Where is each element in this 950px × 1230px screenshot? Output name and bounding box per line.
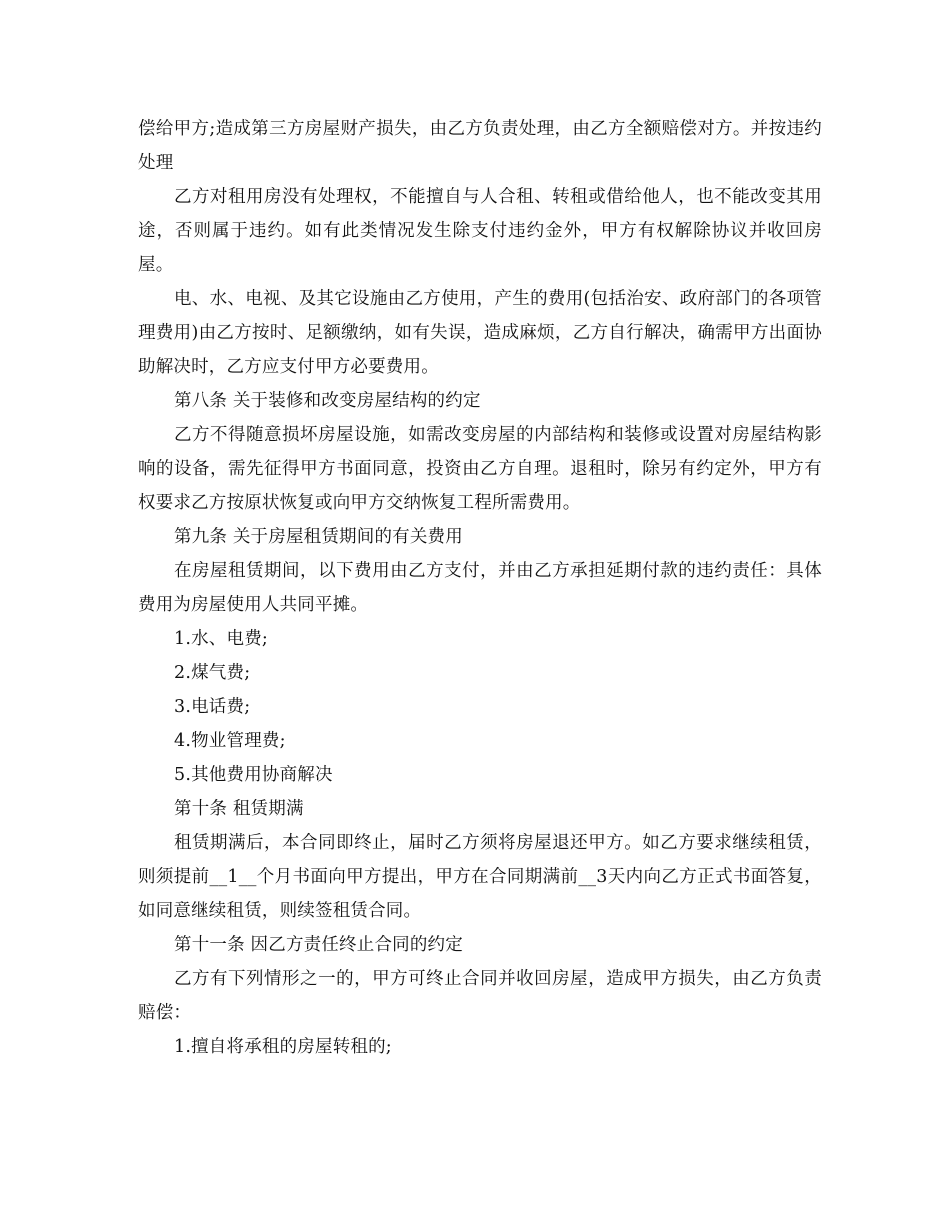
document-body <box>138 112 822 1064</box>
paragraph-renovation: 乙方不得随意损坏房屋设施，如需改变房屋的内部结构和装修或设置对房屋结构影响的设备，需先征得甲方书面同意，投资由乙方自理。退租时，除另有约定外，甲方有权要求乙方按原状恢复或向甲方交纳恢复工程所需费用。 <box>138 425 822 513</box>
list-item: 1.水、电费; <box>174 629 268 649</box>
article-11-heading: 第十一条 因乙方责任终止合同的约定 <box>174 935 463 955</box>
list-item: 3.电话费; <box>174 697 251 717</box>
article-9-heading: 第九条 关于房屋租赁期间的有关费用 <box>174 527 463 547</box>
paragraph-termination: 乙方有下列情形之一的，甲方可终止合同并收回房屋，造成甲方损失，由乙方负责赔偿： <box>138 969 822 1023</box>
list-item: 5.其他费用协商解决 <box>174 765 333 785</box>
article-10-heading: 第十条 租赁期满 <box>174 799 304 819</box>
paragraph-disposal-rights: 乙方对租用房没有处理权，不能擅自与人合租、转租或借给他人，也不能改变其用途，否则属于违约。如有此类情况发生除支付违约金外，甲方有权解除协议并收回房屋。 <box>138 187 822 275</box>
paragraph-fees: 在房屋租赁期间，以下费用由乙方支付，并由乙方承担延期付款的违约责任：具体费用为房屋使用人共同平摊。 <box>138 561 822 615</box>
paragraph-continuation: 偿给甲方;造成第三方房屋财产损失，由乙方负责处理，由乙方全额赔偿对方。并按违约处理 <box>138 119 822 173</box>
paragraph-utilities: 电、水、电视、及其它设施由乙方使用，产生的费用(包括治安、政府部门的各项管理费用)由乙方按时、足额缴纳，如有失误，造成麻烦，乙方自行解决，确需甲方出面协助解决时，乙方应支付甲方必要费用。 <box>138 289 822 377</box>
list-item: 2.煤气费; <box>174 663 251 683</box>
article-8-heading: 第八条 关于装修和改变房屋结构的约定 <box>174 391 481 411</box>
list-item: 1.擅自将承租的房屋转租的; <box>174 1037 392 1057</box>
list-item: 4.物业管理费; <box>174 731 286 751</box>
paragraph-lease-expiry: 租赁期满后，本合同即终止，届时乙方须将房屋退还甲方。如乙方要求继续租赁，则须提前__1__个月书面向甲方提出，甲方在合同期满前__3天内向乙方正式书面答复，如同意继续租赁，则续签租赁合同。 <box>138 833 822 921</box>
